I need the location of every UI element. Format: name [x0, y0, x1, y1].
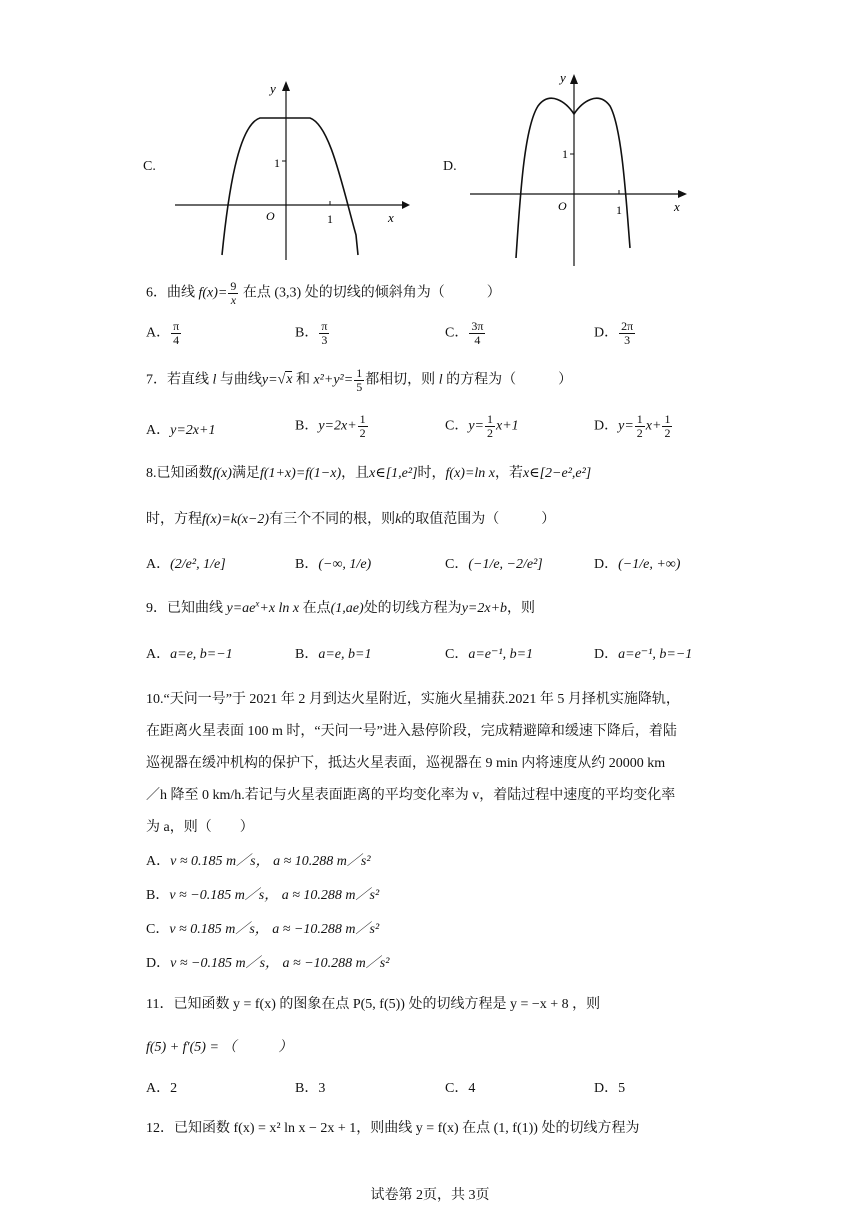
- curve-c: [222, 118, 358, 255]
- q6-fn: f(x)=: [198, 285, 228, 301]
- q12-line-1: 12．已知函数 f(x) = x² ln x − 2x + 1，则曲线 y = f(x) 在点 (1, f(1)) 处的切线方程为: [146, 1121, 640, 1136]
- q10-line-2: 在距离火星表面 100 m 时，“天问一号”进入悬停阶段，完成精避障和缓速下降后，着陆: [146, 724, 677, 739]
- option-d-label: D.: [443, 159, 457, 174]
- q6-option-d[interactable]: D． $\frac{2\pi}{3}$: [594, 319, 634, 347]
- q6-option-a[interactable]: A． $\frac{\pi}{4}$: [146, 319, 180, 347]
- q6-text-post: 处的切线的倾斜角为（ ）: [304, 285, 501, 301]
- x-label: x: [674, 199, 680, 214]
- q10-option-b[interactable]: B．v ≈ −0.185 m／s， a ≈ 10.288 m／s²: [146, 888, 380, 903]
- q10-line-1: 10.“天问一号”于 2021 年 2 月到达火星附近，实施火星捕获.2021 年 5 月择机实施降轨，: [146, 692, 680, 707]
- q11-line-2: f(5) + f′(5) = （ ）: [146, 1040, 293, 1055]
- graph-c-svg: [170, 75, 410, 265]
- page-footer: 试卷第 2页，共 3页: [370, 1188, 490, 1203]
- q11-option-a[interactable]: A．2: [146, 1081, 178, 1096]
- q6-stem: [146, 280, 501, 306]
- x-label: x: [388, 210, 394, 225]
- q8-option-c[interactable]: C．(−1/e, −2/e²]: [445, 557, 543, 572]
- q10-option-c[interactable]: C．v ≈ 0.185 m／s， a ≈ −10.288 m／s²: [146, 922, 380, 937]
- q7-option-a[interactable]: A．y=2x+1: [146, 423, 216, 438]
- q8-option-b[interactable]: B．(−∞, 1/e): [295, 557, 372, 572]
- q6-point: (3,3): [274, 285, 302, 301]
- q11-option-d[interactable]: D．5: [594, 1081, 626, 1096]
- q10-line-3: 巡视器在缓冲机构的保护下，抵达火星表面，巡视器在 9 min 内将速度从约 20000 km: [146, 756, 666, 771]
- q9-stem: 9．已知曲线 $y=ae^x+x$ ln x 在点(1,ae)处的切线方程为y=2x+b，则: [146, 598, 536, 616]
- q9-option-b[interactable]: B．a=e, b=1: [295, 647, 372, 662]
- q10-option-a[interactable]: A．v ≈ 0.185 m／s， a ≈ 10.288 m／s²: [146, 854, 371, 869]
- y-label: y: [560, 70, 566, 85]
- origin-label: O: [266, 209, 275, 223]
- q10-line-5: 为 a，则（ ）: [146, 820, 254, 835]
- q8-option-a[interactable]: A．(2/e², 1/e]: [146, 557, 226, 572]
- q8-option-d[interactable]: D．(−1/e, +∞): [594, 557, 681, 572]
- origin-label: O: [558, 199, 567, 213]
- q6-option-c[interactable]: C． $\frac{3\pi}{4}$: [445, 319, 484, 347]
- q7-stem: 7．若直线 l 与曲线y=√x 和 x²+y²= $\frac{1}{5}$ 都相切，则 l 的方程为（ ）: [146, 366, 573, 394]
- q6-fraction: $\frac{9}{x}$: [230, 279, 237, 307]
- y-axis-arrow: [570, 74, 578, 84]
- graph-c: [170, 75, 410, 270]
- q9-option-d[interactable]: D．a=e⁻¹, b=−1: [594, 647, 693, 662]
- curve-d: [516, 98, 630, 258]
- graph-d-svg: [466, 68, 696, 268]
- q11-line-1: 11．已知函数 y = f(x) 的图象在点 P(5, f(5)) 处的切线方程是 y = −x + 8 ，则: [146, 997, 601, 1012]
- y-one-label: 1: [274, 156, 280, 170]
- x-one-label: 1: [616, 203, 622, 217]
- q11-option-c[interactable]: C．4: [445, 1081, 476, 1096]
- x-axis-arrow: [402, 201, 410, 209]
- q9-option-c[interactable]: C．a=e⁻¹, b=1: [445, 647, 534, 662]
- x-axis-arrow: [678, 190, 687, 198]
- q8-line2: 时，方程f(x)=k(x−2)有三个不同的根，则k的取值范围为（ ）: [146, 512, 556, 527]
- q7-option-c[interactable]: C．y= $\frac{1}{2}$ x+1: [445, 412, 519, 440]
- q11-option-b[interactable]: B．3: [295, 1081, 326, 1096]
- y-one-label: 1: [562, 147, 568, 161]
- q6-option-b[interactable]: B． $\frac{\pi}{3}$: [295, 319, 328, 347]
- y-axis-arrow: [282, 81, 290, 91]
- q10-option-d[interactable]: D．v ≈ −0.185 m／s， a ≈ −10.288 m／s²: [146, 956, 390, 971]
- q10-line-4: ／h 降至 0 km/h.若记与火星表面距离的平均变化率为 v，着陆过程中速度的平均变化率: [146, 788, 676, 803]
- graph-d: [466, 68, 696, 273]
- y-label: y: [270, 81, 276, 96]
- x-one-label: 1: [327, 212, 333, 226]
- q7-option-d[interactable]: D．y= $\frac{1}{2}$ x+ $\frac{1}{2}$: [594, 412, 671, 440]
- q9-option-a[interactable]: A．a=e, b=−1: [146, 647, 233, 662]
- q6-text: 6．曲线: [146, 285, 195, 301]
- q6-text-mid: 在点: [242, 285, 271, 301]
- q7-option-b[interactable]: B．y=2x+ $\frac{1}{2}$: [295, 412, 366, 440]
- option-c-label: C.: [143, 159, 156, 174]
- q8-line1: 8.已知函数f(x)满足f(1+x)=f(1−x)，且x∈[1,e²]时，f(x)=ln x，若x∈[2−e²,e²]: [146, 466, 592, 481]
